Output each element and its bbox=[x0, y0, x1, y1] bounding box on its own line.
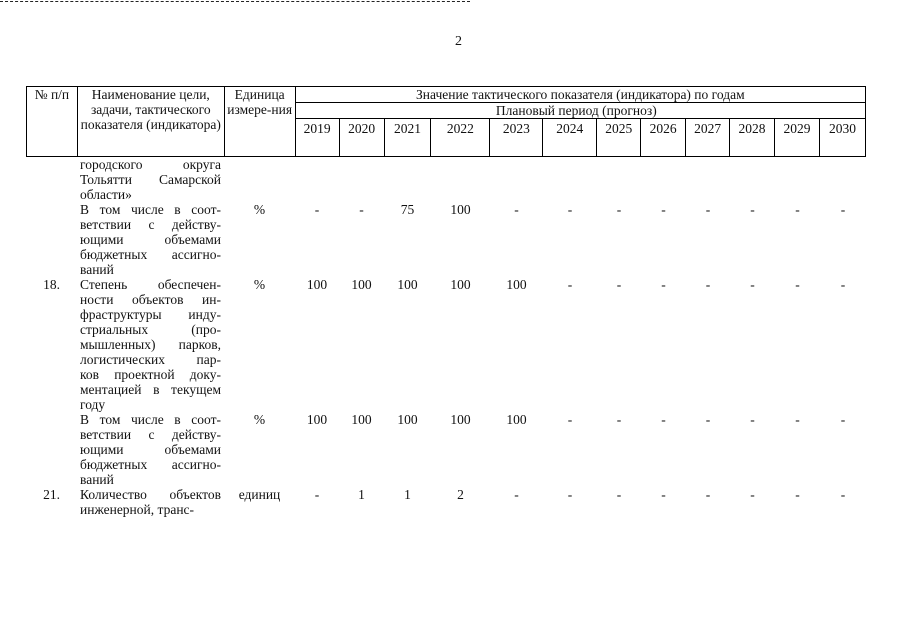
row-value: - bbox=[750, 277, 755, 292]
row-value: - bbox=[795, 277, 800, 292]
row-name-line: бюджетных ассигно- bbox=[80, 457, 221, 472]
row-name-line: мышленных) парков, bbox=[80, 337, 221, 352]
header-year: 2028 bbox=[730, 119, 775, 157]
row-number bbox=[26, 202, 77, 277]
row-value: 75 bbox=[400, 202, 415, 217]
row-value: - bbox=[840, 202, 846, 217]
row-value: - bbox=[750, 412, 755, 427]
row-unit: единиц bbox=[238, 487, 281, 502]
row-name bbox=[77, 202, 224, 277]
row-value: - bbox=[661, 202, 666, 217]
row-value: 100 bbox=[306, 277, 328, 292]
row-value bbox=[820, 157, 866, 202]
table-row bbox=[26, 277, 866, 412]
table-body bbox=[26, 157, 866, 517]
header-year: 2022 bbox=[431, 119, 490, 157]
row-value: 1 bbox=[404, 487, 411, 502]
row-value: - bbox=[314, 487, 320, 502]
row-name-line: инженерной, транс- bbox=[80, 502, 195, 517]
header-name: Наименование цели, задачи, тактического показателя (индикатора) bbox=[77, 87, 224, 157]
row-name-line: ваний bbox=[80, 472, 114, 487]
row-value bbox=[295, 157, 339, 202]
row-value: - bbox=[705, 202, 711, 217]
row-value: 100 bbox=[450, 277, 471, 292]
row-unit bbox=[224, 157, 295, 202]
row-unit: % bbox=[253, 412, 266, 427]
row-value: - bbox=[616, 412, 622, 427]
header-year: 2021 bbox=[384, 119, 431, 157]
row-value: - bbox=[616, 202, 622, 217]
row-name bbox=[77, 157, 224, 202]
row-value: - bbox=[795, 412, 800, 427]
header-year: 2027 bbox=[686, 119, 730, 157]
row-value: 100 bbox=[306, 412, 328, 427]
row-name-line: бюджетных ассигно- bbox=[80, 247, 221, 262]
row-name bbox=[77, 487, 224, 517]
row-name-line: ментацией в текущем bbox=[80, 382, 221, 397]
row-name-line: городского округа bbox=[80, 157, 221, 172]
header-year: 2024 bbox=[543, 119, 597, 157]
row-value: - bbox=[567, 202, 573, 217]
page-number: 2 bbox=[455, 34, 462, 49]
row-name-line: Степень обеспечен- bbox=[80, 277, 221, 292]
row-number: 18. bbox=[43, 277, 60, 292]
row-value: 100 bbox=[351, 277, 372, 292]
row-value: - bbox=[750, 487, 755, 502]
row-value: - bbox=[840, 412, 846, 427]
row-value: 100 bbox=[397, 412, 418, 427]
header-year: 2025 bbox=[597, 119, 641, 157]
row-name-line: В том числе в соот- bbox=[80, 412, 221, 427]
row-value: - bbox=[514, 487, 519, 502]
header-year: 2020 bbox=[339, 119, 384, 157]
row-value bbox=[543, 157, 597, 202]
row-name-line: В том числе в соот- bbox=[80, 202, 221, 217]
row-value: - bbox=[661, 487, 666, 502]
row-value: - bbox=[567, 277, 573, 292]
row-value: - bbox=[750, 202, 755, 217]
row-name-line: ков проектной доку- bbox=[80, 367, 221, 382]
row-value bbox=[730, 157, 775, 202]
row-name-line: ветствии с действу- bbox=[80, 217, 221, 232]
row-number bbox=[26, 412, 77, 487]
row-value: 1 bbox=[358, 487, 365, 502]
row-value: - bbox=[705, 412, 711, 427]
header-spacer bbox=[295, 103, 490, 119]
row-value: 100 bbox=[450, 412, 471, 427]
row-name bbox=[77, 277, 224, 412]
row-value bbox=[641, 157, 686, 202]
row-name-line: ющими объемами bbox=[80, 442, 221, 457]
row-name-line: ветствии с действу- bbox=[80, 427, 221, 442]
row-value bbox=[686, 157, 730, 202]
row-value: - bbox=[705, 487, 711, 502]
row-value: 100 bbox=[506, 277, 527, 292]
row-value: - bbox=[661, 277, 666, 292]
row-name-line: ющими объемами bbox=[80, 232, 221, 247]
row-value: 100 bbox=[351, 412, 372, 427]
row-value: - bbox=[359, 202, 364, 217]
header-values: Значение тактического показателя (индикатора) по годам bbox=[295, 87, 865, 103]
header-num: № п/п bbox=[27, 87, 78, 157]
row-value: - bbox=[840, 277, 846, 292]
header-year: 2019 bbox=[295, 119, 339, 157]
table-row bbox=[26, 412, 866, 487]
row-unit: % bbox=[253, 202, 266, 217]
row-name-line: логистических пар- bbox=[80, 352, 221, 367]
header-year: 2030 bbox=[819, 119, 865, 157]
row-name-line: году bbox=[80, 397, 106, 412]
row-value bbox=[339, 157, 384, 202]
header-plan: Плановый период (прогноз) bbox=[490, 103, 866, 119]
row-value bbox=[775, 157, 820, 202]
header-unit: Единица измере-ния bbox=[224, 87, 295, 157]
row-value bbox=[384, 157, 431, 202]
row-value: - bbox=[661, 412, 666, 427]
row-name-line: фраструктуры инду- bbox=[80, 307, 221, 322]
row-value: - bbox=[795, 202, 800, 217]
header-year: 2023 bbox=[490, 119, 543, 157]
row-value bbox=[431, 157, 490, 202]
row-name-line: ности объектов ин- bbox=[80, 292, 221, 307]
row-value: 100 bbox=[506, 412, 527, 427]
table-row bbox=[26, 157, 866, 202]
row-value: 100 bbox=[397, 277, 418, 292]
row-value: 2 bbox=[457, 487, 464, 502]
row-number: 21. bbox=[43, 487, 60, 502]
row-value: - bbox=[314, 202, 320, 217]
row-name bbox=[77, 412, 224, 487]
row-name-line: ваний bbox=[80, 262, 114, 277]
row-value: - bbox=[567, 412, 573, 427]
row-value: - bbox=[616, 277, 622, 292]
row-value: - bbox=[514, 202, 519, 217]
row-value: - bbox=[567, 487, 573, 502]
row-value bbox=[490, 157, 543, 202]
header-year: 2026 bbox=[641, 119, 686, 157]
row-name-line: стриальных (про- bbox=[80, 322, 221, 337]
row-value: - bbox=[705, 277, 711, 292]
row-value: - bbox=[840, 487, 846, 502]
top-dashed-line bbox=[0, 1, 470, 2]
row-value: - bbox=[795, 487, 800, 502]
row-name-line: Количество объектов bbox=[80, 487, 221, 502]
table-row bbox=[26, 202, 866, 277]
row-name-line: Тольятти Самарской bbox=[80, 172, 221, 187]
row-unit: % bbox=[253, 277, 266, 292]
row-value: - bbox=[616, 487, 622, 502]
header-year: 2029 bbox=[775, 119, 820, 157]
row-value bbox=[597, 157, 641, 202]
row-name-line: области» bbox=[80, 187, 132, 202]
table-row bbox=[26, 487, 866, 517]
table-header bbox=[26, 86, 866, 157]
row-number bbox=[26, 157, 77, 202]
row-value: 100 bbox=[450, 202, 471, 217]
